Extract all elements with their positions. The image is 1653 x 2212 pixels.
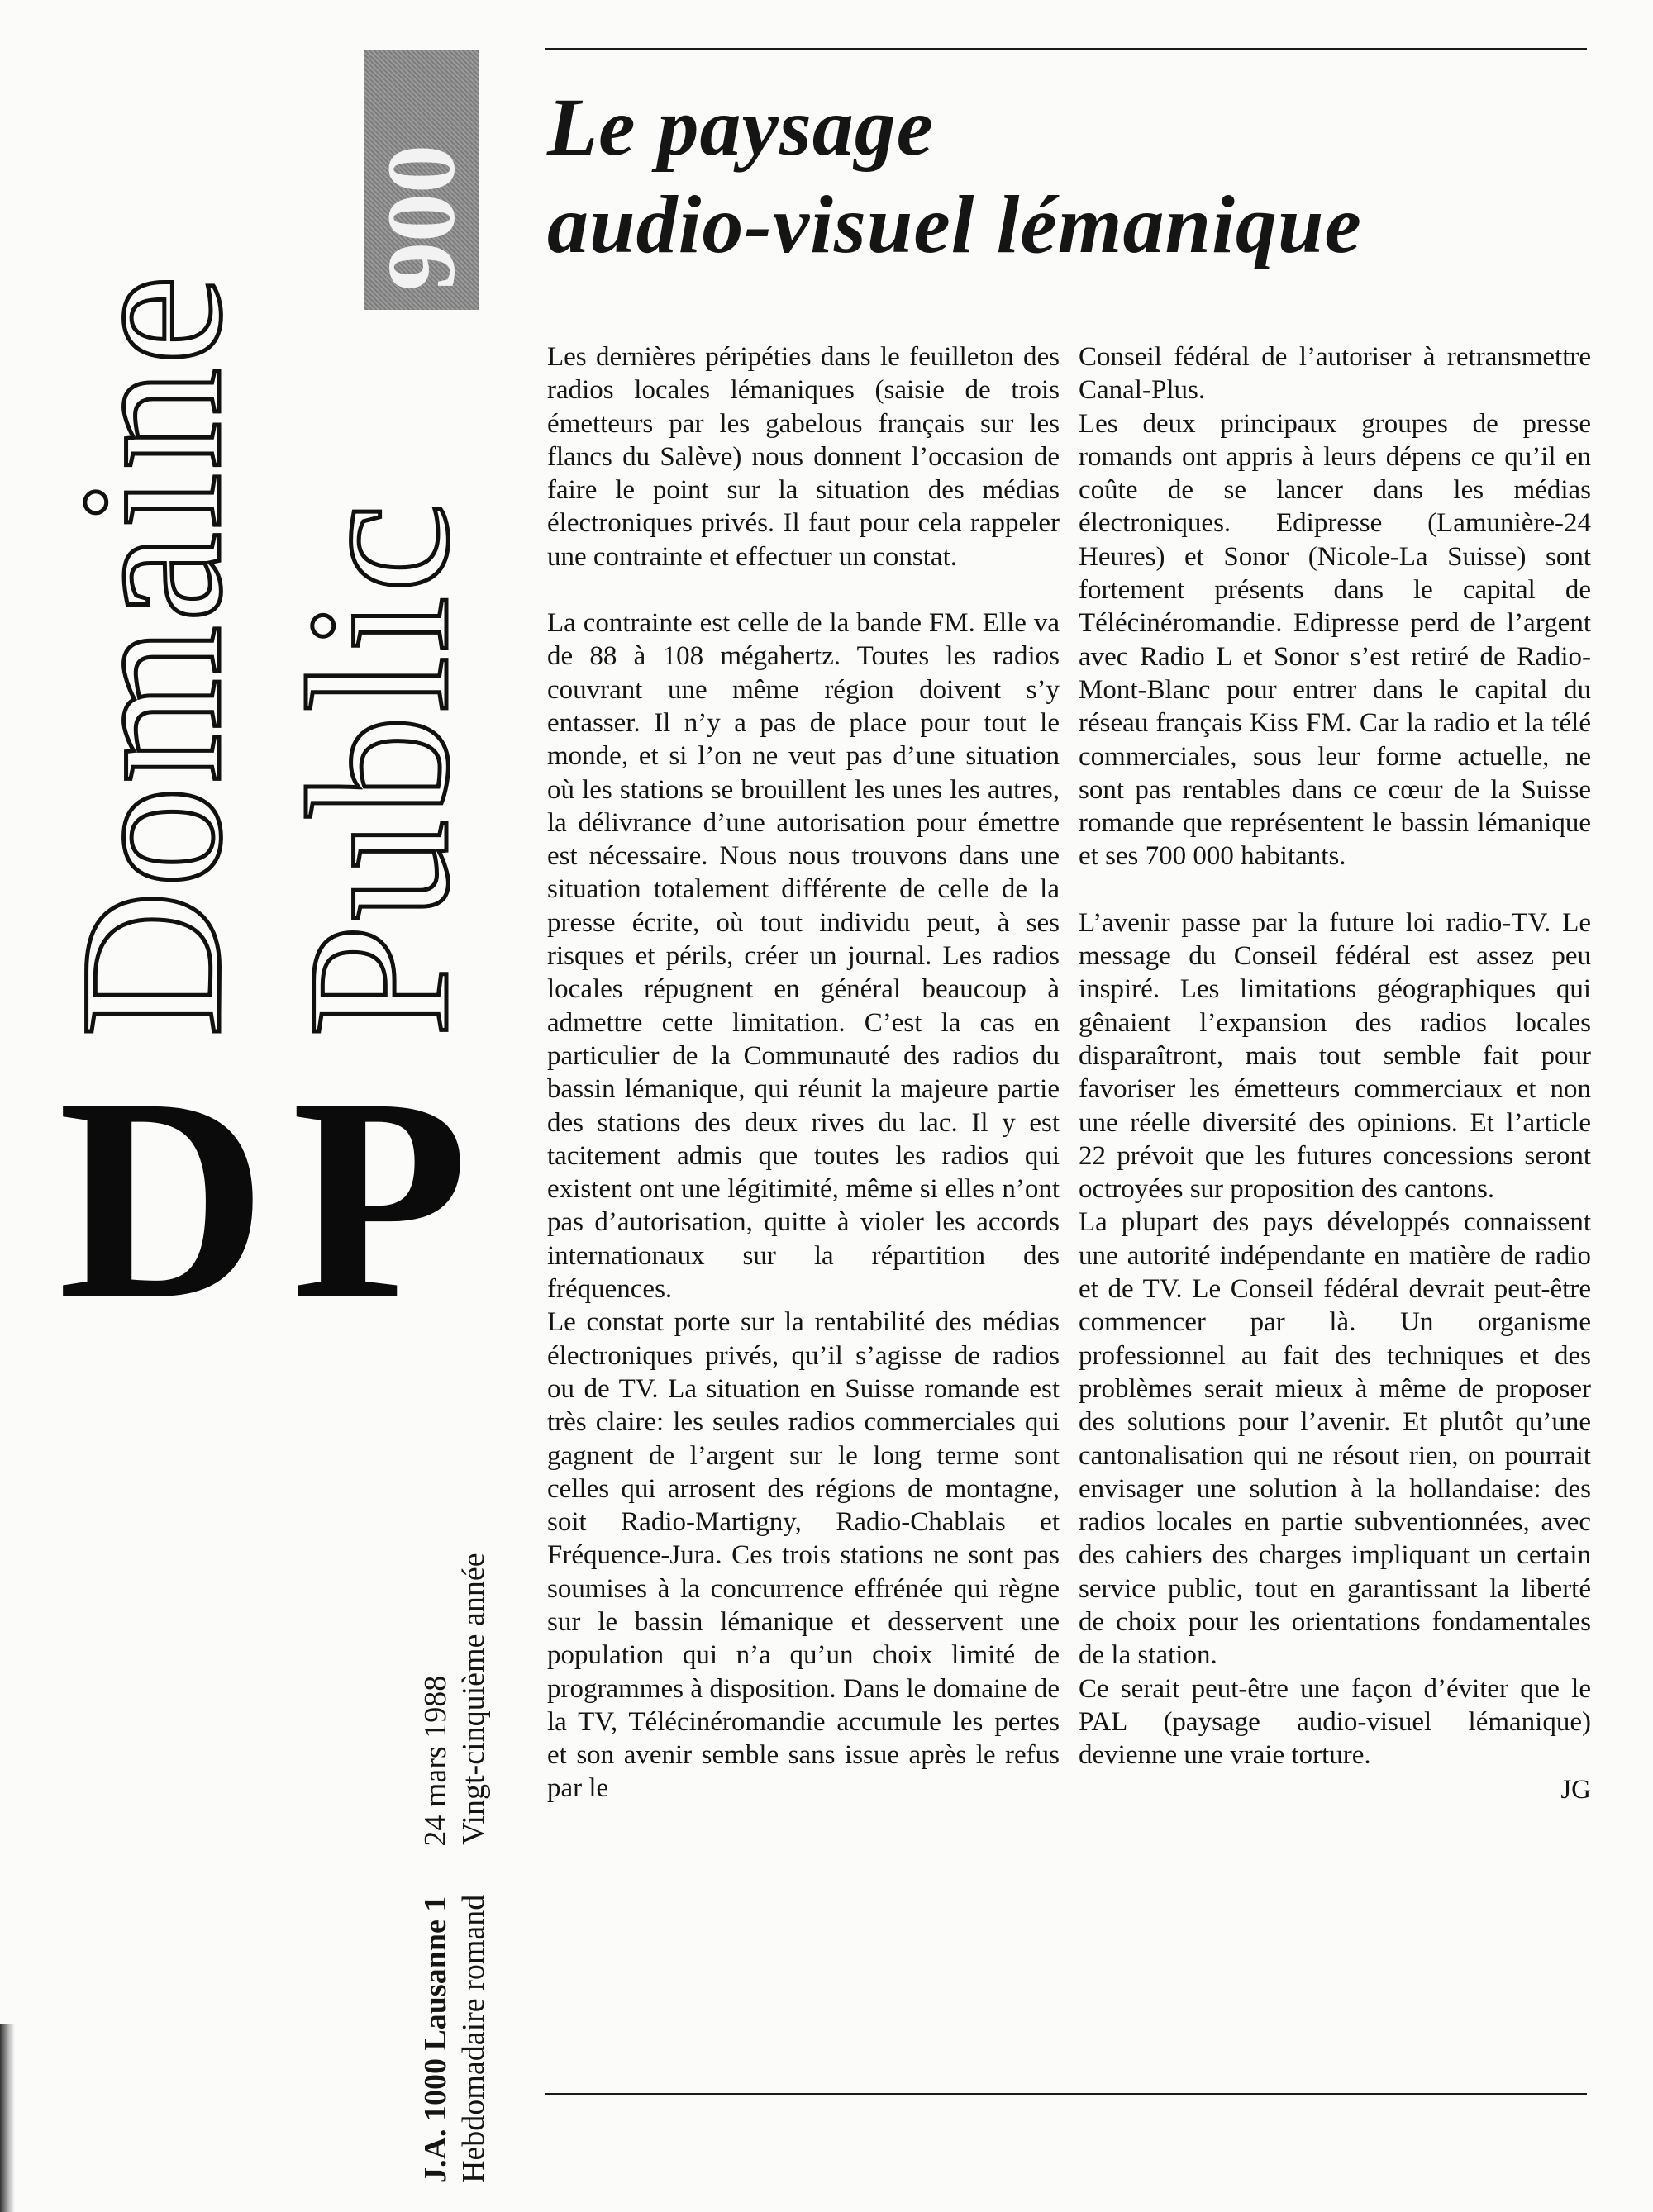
- masthead-domaine: Domaine: [39, 271, 263, 1037]
- postal-reference: J.A. 1000 Lausanne 1: [418, 1896, 453, 2183]
- publication-year: Vingt-cinquième année: [456, 1553, 491, 1845]
- title-line-1: Le paysage: [547, 81, 935, 173]
- paragraph: La plupart des pays développés connaissent une autorité indépendante en matière de radio et de TV. Le Conseil fédéral devrait peut-être commencer par là. Un organisme professionnel au fait des techniques et des problèmes serait mieux à même de proposer des solutions pour l’avenir. Et plutôt qu’une cantonalisation qui ne résout rien, on pourrait envisager une solution à la hollandaise: des radios locales en partie subventionnées, avec des cahiers des charges impliquant un certain service public, tout en garantissant la liberté de choix pour les orientations fondamentales de la station.: [1079, 1207, 1591, 1671]
- bottom-rule: [545, 2093, 1587, 2095]
- paragraph: Le constat porte sur la rentabilité des médias électroniques privés, qu’il s’agisse de radios ou de TV. La situation en Suisse romande est très claire: les seules radios commerciales qui gagnent de l’argent sur le long terme sont celles qui arrosent des régions de montagne, soit Radio-Martigny, Radio-Chablais et Fréquence-Jura. Ces trois stations ne sont pas soumises à la concurrence effrénée qui règne sur le bassin lémanique et desservent une population qui n’a qu’un choix limité de programmes à disposition. Dans le domaine de la TV, Télécinéromandie accumule les pertes et son avenir semble sans issue après le refus par le: [547, 1307, 1060, 1804]
- scan-edge-shadow: [0, 2024, 15, 2212]
- publication-type: Hebdomadaire romand: [456, 1894, 491, 2183]
- left-column: [547, 340, 1060, 1805]
- issue-date: 24 mars 1988: [418, 1675, 453, 1847]
- right-column: [1079, 340, 1591, 1807]
- paragraph: La contrainte est celle de la bande FM. Elle va de 88 à 108 mégahertz. Toutes les radios couvrant une même région doivent s’y entasser. Il n’y a pas de place pour tout le monde, et si l’on ne veut pas d’une situation où les stations se brouillent les unes les autres, la délivrance d’une autorisation pour émettre est nécessaire. Nous nous trouvons dans une situation totalement différente de celle de la presse écrite, où tout individu peut, à ses risques et périls, créer un journal. Les radios locales répugnent en général beaucoup à admettre cette limitation. C’est la cas en particulier de la Communauté des radios du bassin lémanique, qui réunit la majeure partie des stations des deux rives du lac. Il y est tacitement admis que toutes les radios qui existent ont une légitimité, même si elles n’ont pas d’autorisation, quitte à violer les accords internationaux sur la répartition des fréquences.: [547, 608, 1060, 1305]
- paragraph: L’avenir passe par la future loi radio-TV. Le message du Conseil fédéral est assez peu inspiré. Les limitations géographiques qui gênaient l’expansion des radios locales disparaîtront, mais tout semble fait pour favoriser les émetteurs commerciaux et non une réelle diversité des opinions. Et l’article 22 prévoit que les futures concessions seront octroyées sur proposition des cantons.: [1079, 907, 1591, 1205]
- top-rule: [545, 48, 1587, 50]
- article-title: [547, 78, 1589, 274]
- dp-logo: DP: [58, 1038, 493, 1358]
- issue-number: 900: [367, 145, 475, 291]
- masthead-public: Public: [266, 499, 490, 1037]
- paragraph: Conseil fédéral de l’autoriser à retransmettre Canal-Plus.: [1079, 342, 1591, 406]
- publication-info-line-2: [453, 1553, 494, 2183]
- author-signature: JG: [1560, 1775, 1591, 1805]
- title-line-2: audio-visuel lémanique: [547, 178, 1362, 270]
- paragraph: Les deux principaux groupes de presse romands ont appris à leurs dépens ce qu’il en coûte de se lancer dans les médias électroniques. Edipresse (Lamunière-24 Heures) et Sonor (Nicole-La Suisse) sont fortement présents dans le capital de Télécinéromandie. Edipresse perd de l’argent avec Radio L et Sonor s’est retiré de Radio-Mont-Blanc pour entrer dans le capital du réseau français Kiss FM. Car la radio et la télé commerciales, sous leur forme actuelle, ne sont pas rentables dans ce cœur de la Suisse romande que représentent le bassin lémanique et ses 700 000 habitants.: [1079, 408, 1591, 872]
- paragraph: Ce serait peut-être une façon d’éviter que le PAL (paysage audio-visuel lémanique) devienne une vraie torture.: [1079, 1673, 1591, 1771]
- publication-info-line-1: [415, 1676, 456, 2183]
- paragraph: Les dernières péripéties dans le feuilleton des radios locales lémaniques (saisie de trois émetteurs par les gabelous français sur les flancs du Salève) nous donnent l’occasion de faire le point sur la situation des médias électroniques privés. Il faut pour cela rappeler une contrainte et effectuer un constat.: [547, 342, 1060, 572]
